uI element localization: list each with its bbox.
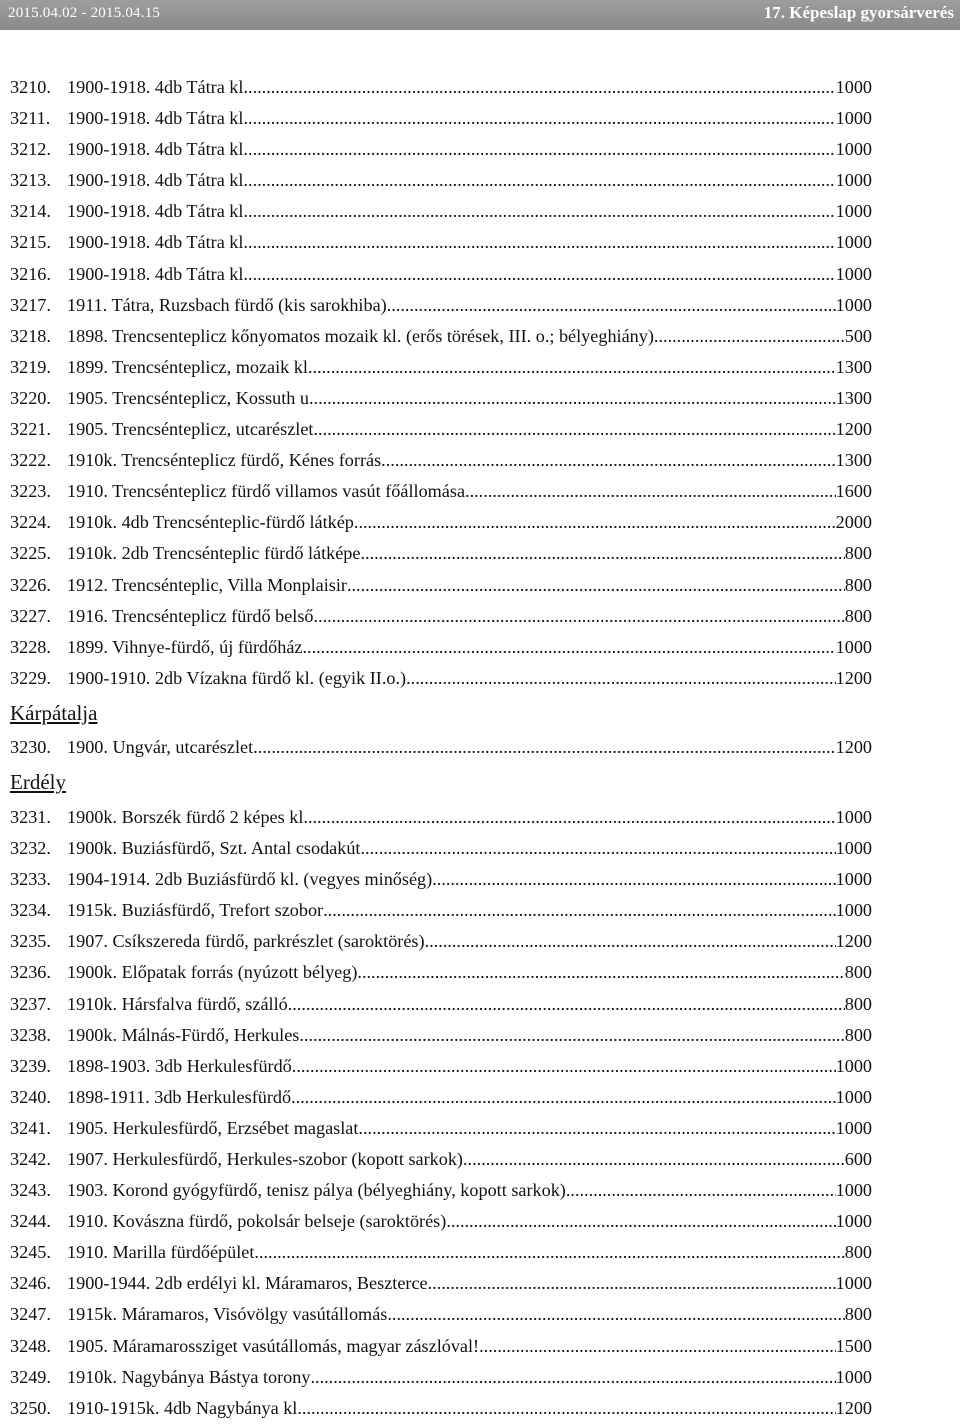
lot-description: 1900. Ungvár, utcarészlet (67, 737, 254, 758)
lot-number: 3242. (10, 1149, 51, 1169)
lot-number: 3211. (10, 108, 51, 129)
lot-description: 1900-1944. 2db erdélyi kl. Máramaros, Beszterce (67, 1273, 428, 1294)
lot-row (10, 802, 872, 833)
lot-price: 2000 (835, 512, 872, 533)
lot-price: 1000 (835, 1117, 872, 1138)
lot-number: 3236. (10, 962, 51, 983)
lot-description: 1900-1918. 4db Tátra kl. (67, 77, 249, 97)
dot-leader (406, 663, 836, 694)
lot-number: 3239. (10, 1055, 51, 1076)
date-range: 2015.04.02 - 2015.04.15 (8, 5, 161, 21)
dot-leader (463, 1144, 845, 1175)
lot-price: 1000 (835, 294, 872, 315)
lot-row (10, 1144, 872, 1175)
dot-leader (248, 196, 836, 227)
lot-price: 1000 (835, 1211, 872, 1232)
lot-description: 1910. Kovászna fürdő, pokolsár belseje (saroktörés) (67, 1211, 447, 1232)
lot-row (10, 1020, 872, 1051)
lot-number: 3228. (10, 636, 51, 657)
lot-price: 1000 (835, 108, 872, 129)
lot-description: 1905. Máramarossziget vasútállomás, magyar zászlóval! (67, 1335, 480, 1356)
lot-description: 1900-1918. 4db Tátra kl. (67, 139, 249, 160)
lot-description: 1910k. 4db Trencsénteplic-fürdő látkép (67, 512, 354, 533)
lot-row (10, 72, 872, 103)
lot-row (10, 663, 872, 694)
page-header (0, 0, 960, 30)
dot-leader (253, 732, 835, 763)
lot-description: 1900-1910. 2db Vízakna fürdő kl. (egyik II.o.) (67, 667, 407, 688)
lot-row (10, 507, 872, 538)
lot-price: 1000 (835, 77, 872, 97)
lot-description: 1912. Trencsénteplic, Villa Monplaisir (67, 574, 347, 595)
lot-number: 3247. (10, 1304, 51, 1325)
dot-leader (248, 227, 836, 258)
dot-leader (248, 72, 836, 103)
lot-row (10, 1362, 872, 1393)
lot-price: 1000 (835, 1086, 872, 1107)
dot-leader (248, 134, 836, 165)
lot-description: 1900k. Előpatak forrás (nyúzott bélyeg) (67, 962, 358, 983)
lot-description: 1898-1903. 3db Herkulesfürdő (67, 1055, 292, 1076)
lot-number: 3246. (10, 1273, 51, 1294)
lot-row (10, 601, 872, 632)
lot-row (10, 1175, 872, 1206)
dot-leader (302, 1393, 836, 1424)
lot-number: 3230. (10, 737, 51, 758)
dot-leader (357, 957, 844, 988)
lot-description: 1910k. Nagybánya Bástya torony (67, 1366, 311, 1387)
lot-description: 1911. Tátra, Ruzsbach fürdő (kis sarokhiba) (67, 294, 387, 315)
lot-description: 1905. Trencsénteplicz, Kossuth u. (67, 387, 314, 408)
lot-number: 3249. (10, 1366, 51, 1387)
lot-row (10, 1051, 872, 1082)
lot-price: 500 (844, 325, 872, 346)
dot-leader (248, 103, 836, 134)
lot-number: 3218. (10, 325, 51, 346)
lot-number: 3231. (10, 806, 51, 827)
lot-price: 800 (844, 962, 872, 983)
lot-description: 1900k. Borszék fürdő 2 képes kl. (67, 806, 308, 827)
lot-description: 1905. Herkulesfürdő, Erzsébet magaslat (67, 1117, 359, 1138)
lot-number: 3223. (10, 481, 51, 502)
dot-leader (313, 352, 836, 383)
lot-number: 3221. (10, 419, 51, 440)
lot-price: 1000 (835, 1273, 872, 1294)
dot-leader (323, 895, 836, 926)
lot-number: 3216. (10, 263, 51, 284)
lot-price: 1200 (835, 1397, 872, 1418)
lot-row (10, 227, 872, 258)
lot-price: 1000 (835, 232, 872, 253)
dot-leader (347, 570, 845, 601)
lot-number: 3227. (10, 605, 51, 626)
lot-description: 1905. Trencsénteplicz, utcarészlet (67, 419, 314, 440)
lot-row (10, 196, 872, 227)
dot-leader (254, 1237, 844, 1268)
lot-price: 1000 (835, 263, 872, 284)
dot-leader (314, 383, 836, 414)
lot-row (10, 1299, 872, 1330)
dot-leader (446, 1206, 835, 1237)
lot-price: 1200 (835, 931, 872, 952)
lot-description: 1915k. Máramaros, Visóvölgy vasútállomás (67, 1304, 388, 1325)
lot-description: 1910-1915k. 4db Nagybánya kl. (67, 1397, 302, 1418)
lot-row (10, 895, 872, 926)
lot-row (10, 476, 872, 507)
lot-number: 3245. (10, 1242, 51, 1263)
auction-title: 17. Képeslap gyorsárverés (763, 3, 954, 22)
lot-description: 1898-1911. 3db Herkulesfürdő (67, 1086, 292, 1107)
lot-row (10, 445, 872, 476)
dot-leader (387, 1299, 844, 1330)
lot-number: 3238. (10, 1024, 51, 1045)
lot-description: 1900-1918. 4db Tátra kl. (67, 232, 249, 253)
lot-price: 1000 (835, 636, 872, 657)
section-heading: Erdély (10, 770, 66, 795)
lot-row (10, 538, 872, 569)
dot-leader (479, 1331, 836, 1362)
dot-leader (354, 507, 836, 538)
dot-leader (314, 601, 845, 632)
lot-number: 3219. (10, 356, 51, 377)
lot-price: 1000 (835, 806, 872, 827)
lot-description: 1907. Herkulesfürdő, Herkules-szobor (kopott sarkok) (67, 1149, 463, 1169)
lot-number: 3244. (10, 1211, 51, 1232)
dot-leader (313, 414, 835, 445)
dot-leader (361, 833, 836, 864)
lot-row (10, 833, 872, 864)
lot-price: 1000 (835, 838, 872, 859)
lot-description: 1915k. Buziásfürdő, Trefort szobor (67, 900, 324, 921)
lot-row (10, 1206, 872, 1237)
lot-row (10, 321, 872, 352)
lot-price: 800 (844, 1024, 872, 1045)
lot-row (10, 1082, 872, 1113)
lot-number: 3215. (10, 232, 51, 253)
lot-row (10, 414, 872, 445)
lot-description: 1907. Csíkszereda fürdő, parkrészlet (saroktörés) (67, 931, 425, 952)
dot-leader (358, 1113, 835, 1144)
lot-row (10, 864, 872, 895)
lot-price: 1200 (835, 667, 872, 688)
lot-description: 1910k. Trencsénteplicz fürdő, Kénes forrás (67, 450, 382, 471)
lot-price: 800 (844, 543, 872, 564)
dot-leader (248, 165, 836, 196)
dot-leader (654, 321, 845, 352)
lot-number: 3210. (10, 77, 51, 97)
lot-number: 3232. (10, 838, 51, 859)
lot-description: 1900-1918. 4db Tátra kl. (67, 170, 249, 191)
lot-description: 1898. Trencsenteplicz kőnyomatos mozaik kl. (erős törések, III. o.; bélyeghiány) (67, 325, 654, 346)
lot-description: 1916. Trencsénteplicz fürdő belső (67, 605, 314, 626)
lot-row (10, 134, 872, 165)
lot-price: 800 (844, 1242, 872, 1263)
dot-leader (432, 864, 835, 895)
lot-number: 3220. (10, 387, 51, 408)
dot-leader (292, 1051, 836, 1082)
lot-price: 1600 (835, 481, 872, 502)
dot-leader (308, 802, 836, 833)
lot-price: 1300 (835, 356, 872, 377)
lot-number: 3222. (10, 450, 51, 471)
lot-price: 1000 (835, 1055, 872, 1076)
lot-price: 1000 (835, 1180, 872, 1201)
dot-leader (566, 1175, 836, 1206)
dot-leader (310, 1362, 835, 1393)
lot-list (10, 72, 872, 1424)
lot-number: 3234. (10, 900, 51, 921)
lot-row (10, 1331, 872, 1362)
dot-leader (381, 445, 835, 476)
lot-number: 3212. (10, 139, 51, 160)
lot-description: 1910k. Hársfalva fürdő, szálló (67, 993, 288, 1014)
lot-row (10, 103, 872, 134)
lot-number: 3226. (10, 574, 51, 595)
lot-price: 1000 (835, 900, 872, 921)
lot-number: 3241. (10, 1117, 51, 1138)
lot-row (10, 957, 872, 988)
lot-number: 3214. (10, 201, 51, 222)
lot-number: 3233. (10, 869, 51, 890)
dot-leader (288, 989, 845, 1020)
lot-description: 1910. Marilla fürdőépület (67, 1242, 255, 1263)
lot-description: 1910k. 2db Trencsénteplic fürdő látképe (67, 543, 361, 564)
lot-price: 1000 (835, 1366, 872, 1387)
lot-number: 3248. (10, 1335, 51, 1356)
lot-row (10, 570, 872, 601)
lot-description: 1904-1914. 2db Buziásfürdő kl. (vegyes minőség) (67, 869, 433, 890)
dot-leader (360, 538, 844, 569)
lot-description: 1900-1918. 4db Tátra kl. (67, 201, 249, 222)
lot-row (10, 1268, 872, 1299)
lot-price: 600 (844, 1149, 872, 1169)
lot-description: 1899. Vihnye-fürdő, új fürdőház (67, 636, 303, 657)
lot-description: 1900k. Málnás-Fürdő, Herkules (67, 1024, 300, 1045)
lot-row (10, 989, 872, 1020)
lot-number: 3225. (10, 543, 51, 564)
lot-price: 1200 (835, 737, 872, 758)
lot-number: 3229. (10, 667, 51, 688)
lot-description: 1903. Korond gyógyfürdő, tenisz pálya (bélyeghiány, kopott sarkok) (67, 1180, 566, 1201)
dot-leader (428, 1268, 836, 1299)
dot-leader (465, 476, 836, 507)
lot-description: 1900-1918. 4db Tátra kl. (67, 263, 249, 284)
lot-price: 1000 (835, 139, 872, 160)
lot-number: 3217. (10, 294, 51, 315)
lot-number: 3250. (10, 1397, 51, 1418)
lot-description: 1910. Trencsénteplicz fürdő villamos vasút főállomása (67, 481, 466, 502)
lot-description: 1900k. Buziásfürdő, Szt. Antal csodakút (67, 838, 361, 859)
lot-price: 1300 (835, 450, 872, 471)
lot-price: 1000 (835, 869, 872, 890)
lot-price: 800 (844, 574, 872, 595)
dot-leader (387, 290, 836, 321)
lot-price: 800 (844, 1304, 872, 1325)
lot-price: 1200 (835, 419, 872, 440)
lot-number: 3243. (10, 1180, 51, 1201)
lot-price: 800 (844, 993, 872, 1014)
lot-row (10, 290, 872, 321)
dot-leader (248, 259, 836, 290)
lot-price: 1500 (835, 1335, 872, 1356)
dot-leader (299, 1020, 844, 1051)
lot-row (10, 632, 872, 663)
lot-row (10, 1113, 872, 1144)
lot-number: 3237. (10, 993, 51, 1014)
lot-number: 3240. (10, 1086, 51, 1107)
lot-row (10, 732, 872, 763)
lot-description: 1899. Trencsénteplicz, mozaik kl. (67, 356, 313, 377)
lot-price: 1300 (835, 387, 872, 408)
lot-number: 3213. (10, 170, 51, 191)
section-heading: Kárpátalja (10, 700, 98, 725)
lot-price: 1000 (835, 170, 872, 191)
lot-price: 800 (844, 605, 872, 626)
lot-row (10, 165, 872, 196)
lot-row (10, 1237, 872, 1268)
lot-description: 1900-1918. 4db Tátra kl. (67, 108, 249, 129)
lot-number: 3235. (10, 931, 51, 952)
lot-row (10, 352, 872, 383)
lot-number: 3224. (10, 512, 51, 533)
dot-leader (302, 632, 835, 663)
lot-price: 1000 (835, 201, 872, 222)
dot-leader (425, 926, 836, 957)
lot-row (10, 1393, 872, 1424)
lot-row (10, 926, 872, 957)
lot-row (10, 259, 872, 290)
lot-row (10, 383, 872, 414)
dot-leader (291, 1082, 836, 1113)
